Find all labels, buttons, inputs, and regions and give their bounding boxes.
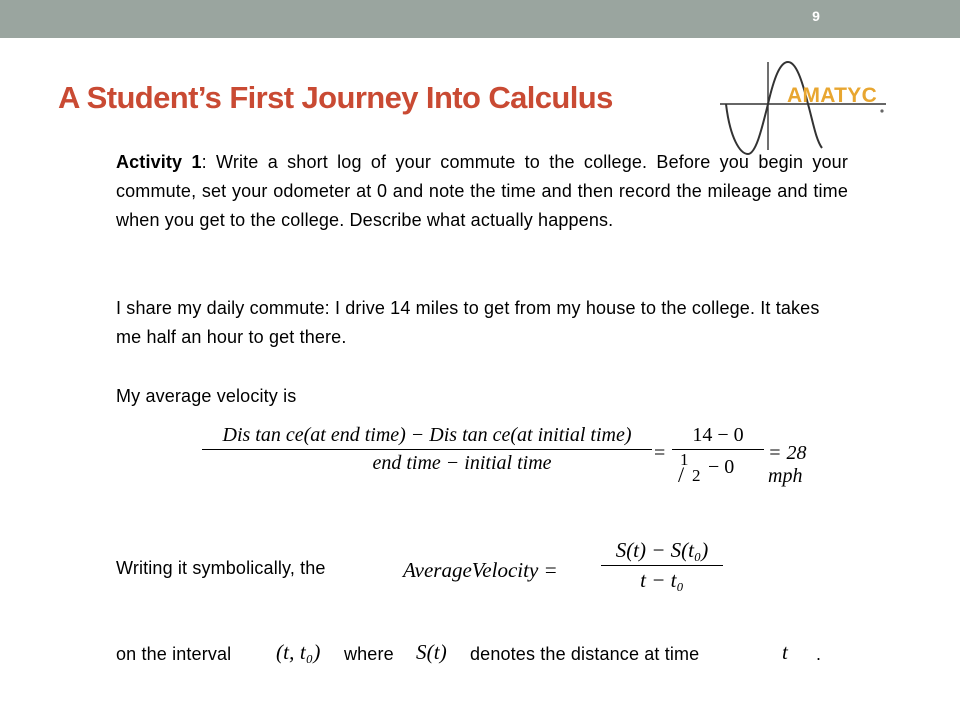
half-denominator: 2 (692, 466, 701, 485)
page-number: 9 (812, 8, 820, 24)
slide-title: A Student’s First Journey Into Calculus (58, 80, 613, 115)
velocity-intro: My average velocity is (116, 386, 297, 406)
value-numerator: 14 − 0 (692, 424, 744, 446)
average-velocity-equation: Dis tan ce(at end time) − Dis tan ce(at initial time) end time − initial time = 14 − 0 1 / 2 − 0 = 28 mph (202, 424, 842, 490)
symbolic-denominator: t − t₀ (640, 568, 684, 592)
symbolic-fraction (601, 538, 723, 593)
top-bar (0, 0, 960, 38)
interval-text-c: denotes the distance at time (470, 644, 700, 664)
distance-fraction (202, 424, 652, 475)
activity-paragraph (116, 148, 848, 235)
interval-text-d: . (816, 644, 822, 664)
interval-text-a: on the interval (116, 644, 232, 664)
time-variable-math: t (782, 640, 788, 664)
minus-zero: − 0 (708, 456, 735, 478)
interval-text-b: where (344, 644, 394, 664)
distance-numerator: Dis tan ce(at end time) − Dis tan ce(at initial time) (222, 424, 632, 446)
half-numerator: 1 (680, 450, 689, 469)
distance-denominator: end time − initial time (372, 452, 552, 474)
symbolic-lhs: AverageVelocity = (403, 558, 558, 582)
symbolic-numerator: S(t) − S(t₀) (615, 538, 709, 562)
logo-text: AMATYC (787, 84, 878, 107)
function-math: S(t) (416, 640, 447, 664)
interval-math: (t, t₀) (276, 640, 321, 664)
value-fraction (672, 424, 764, 487)
activity-label: Activity 1 (116, 152, 202, 172)
velocity-result: = 28 mph (768, 442, 807, 487)
commute-paragraph: I share my daily commute: I drive 14 miles to get from my house to the college. It takes me half an hour to get there. (116, 298, 820, 347)
value-denominator: 1 / 2 − 0 (678, 450, 735, 487)
symbolic-intro: Writing it symbolically, the (116, 558, 326, 578)
activity-text: : Write a short log of your commute to the college. Before you begin your commute, set your odometer at 0 and note the time and then record the mileage and time when you get to the college. Describe what actually happens. (116, 152, 848, 230)
amatyc-logo (718, 58, 894, 162)
sine-wave-logo-icon (718, 58, 894, 162)
